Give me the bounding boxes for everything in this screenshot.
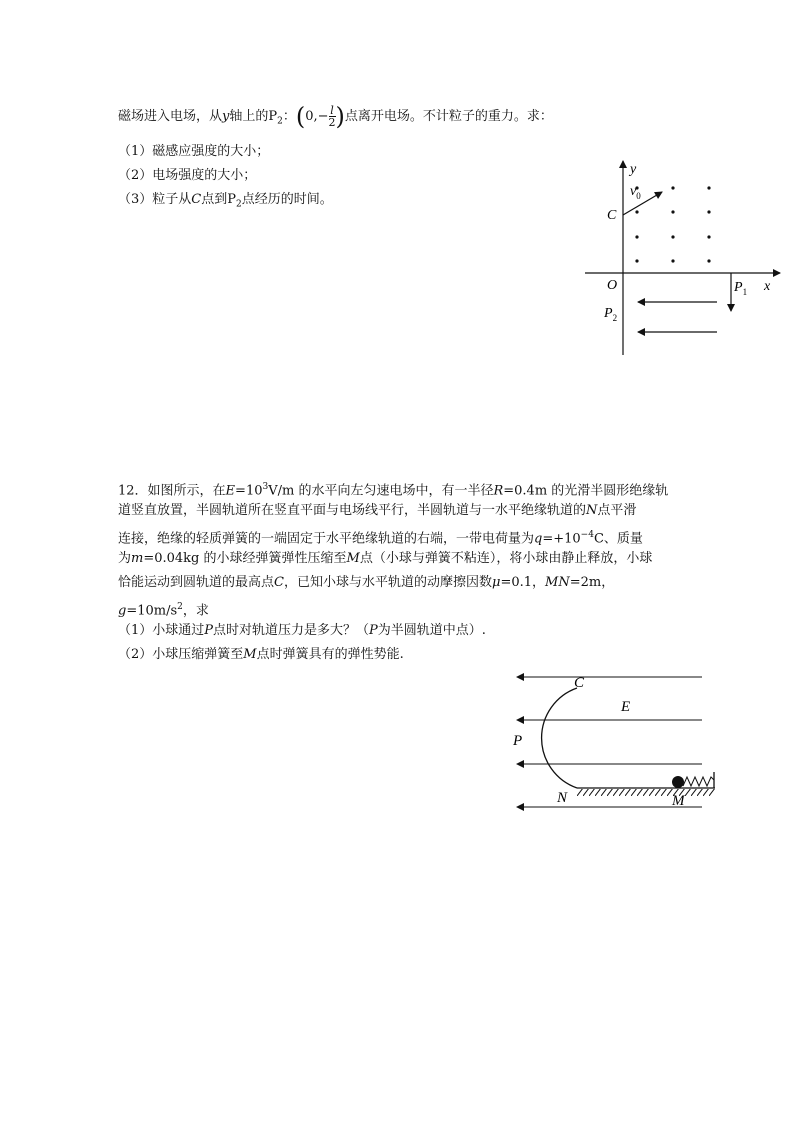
label-e: E (621, 699, 631, 715)
coord-zero: 0,− (305, 109, 329, 124)
p12-l2-post: 点平滑 (597, 503, 637, 518)
p12-m-point: M (346, 551, 360, 566)
p12-q-exp: −4 (580, 530, 594, 540)
p12-g-exp: 2 (177, 602, 183, 612)
p12-q1-pre: （1）小球通过 (118, 623, 205, 638)
close-paren: ) (335, 102, 345, 131)
p12-q1-mid: 点时对轨道压力是多大？（ (213, 623, 370, 638)
p12-g-post: =10m/s (126, 603, 178, 619)
intro-pre: 磁场进入电场，从 (118, 109, 223, 124)
p12-q1-post: 为半圆轨道中点）. (377, 623, 486, 638)
intro-mid: 轴上的P (229, 109, 278, 124)
label-y: y (630, 162, 637, 177)
frac-denominator: 2 (328, 116, 336, 129)
label-v: $v_0$ (630, 184, 641, 201)
track-hatching (577, 789, 715, 796)
label-c: C (607, 208, 617, 223)
problem12-line4 (118, 550, 652, 568)
problem12-q2 (118, 646, 404, 664)
p12-e-eq: =10 (235, 483, 263, 499)
q3-post: 点到P (201, 192, 236, 207)
q3-c: C (191, 192, 202, 207)
problem12-q1 (118, 622, 486, 640)
p12-q-eq: =+10 (542, 531, 581, 547)
coord-fraction (329, 105, 336, 128)
p12-l5-mid: ，已知小球与水平轨道的动摩擦因数 (283, 575, 492, 590)
p12-l5-post1: =0.1， (500, 575, 546, 590)
p12-l4-mid: =0.04kg 的小球经弹簧弹性压缩至 (143, 551, 347, 566)
p12-l1-pre: 12．如图所示，在 (118, 483, 226, 499)
label-m: M (672, 793, 685, 809)
p12-l3-pre: 连接，绝缘的轻质弹簧的一端固定于水平绝缘轨道的右端，一带电荷量为 (118, 531, 535, 547)
p12-l1-mid: V/m 的水平向左匀速电场中，有一半径 (268, 483, 494, 499)
p12-r: R (493, 483, 504, 499)
p12-e-exp: 3 (262, 482, 269, 492)
figure-semicircle-track (505, 668, 725, 818)
semicircle-track (542, 688, 577, 788)
p12-q2-pre: （2）小球压缩弹簧至 (118, 647, 244, 662)
p12-l6-end: ，求 (182, 603, 209, 619)
label-p: P (513, 733, 523, 749)
p12-l1-post: =0.4m 的光滑半圆形绝缘轨 (503, 483, 669, 499)
label-p1: $P_1$ (734, 280, 748, 297)
problem12-line6 (118, 598, 209, 620)
problem11-q1: （1）磁感应强度的大小； (118, 144, 270, 159)
intro-colon: ： (282, 109, 296, 124)
ball (672, 776, 684, 788)
p12-q1-p2: P (369, 623, 378, 638)
label-x: x (764, 279, 771, 294)
velocity-arrow (623, 192, 662, 215)
problem11-q2: （2）电场强度的大小； (118, 168, 257, 183)
p12-m-mass: m (131, 551, 144, 566)
p12-q: q (534, 531, 543, 547)
q3-end: 点经历的时间。 (241, 192, 333, 207)
problem11-intro (118, 102, 553, 131)
p12-e: E (225, 483, 236, 499)
p12-c: C (274, 575, 284, 590)
label-o: O (607, 278, 618, 293)
p12-l2-pre: 道竖直放置，半圆轨道所在竖直平面与电场线平行，半圆轨道与一水平绝缘轨道的 (118, 503, 587, 518)
magnetic-field-dots (635, 186, 710, 262)
problem12-line2 (118, 502, 636, 520)
p12-l5-pre: 恰能运动到圆轨道的最高点 (118, 575, 275, 590)
p12-n: N (586, 503, 598, 518)
frac-numerator: l (330, 104, 334, 117)
p12-q2-m: M (243, 647, 257, 662)
label-p2: $P_2$ (604, 306, 618, 323)
p12-mn: MN (545, 575, 570, 590)
p12-mu: μ (491, 575, 501, 590)
p12-l5-post2: =2m， (569, 575, 615, 590)
q3-pre: （3）粒子从 (118, 192, 192, 207)
label-n: N (557, 790, 568, 806)
problem12-line1 (118, 478, 668, 500)
intro-point-sub: 2 (277, 116, 283, 127)
p12-g: g (118, 603, 127, 619)
p12-q1-p: P (204, 623, 214, 638)
p12-l3-post: C、质量 (593, 531, 643, 547)
p12-q2-post: 点时弹簧具有的弹性势能. (256, 647, 404, 662)
problem12-line3 (118, 526, 643, 548)
problem12-line5 (118, 574, 614, 592)
intro-y-axis: y (222, 109, 230, 124)
problem11-q3 (118, 191, 333, 214)
figure-coordinate-field (580, 155, 785, 360)
label-c: C (574, 675, 585, 691)
open-paren: ( (295, 102, 306, 131)
p12-l4-post: 点（小球与弹簧不粘连），将小球由静止释放，小球 (359, 551, 653, 566)
spring (683, 777, 714, 786)
q3-sub: 2 (235, 199, 242, 210)
intro-post: 点离开电场。不计粒子的重力。求： (344, 109, 553, 124)
p12-l4-pre: 为 (118, 551, 132, 566)
